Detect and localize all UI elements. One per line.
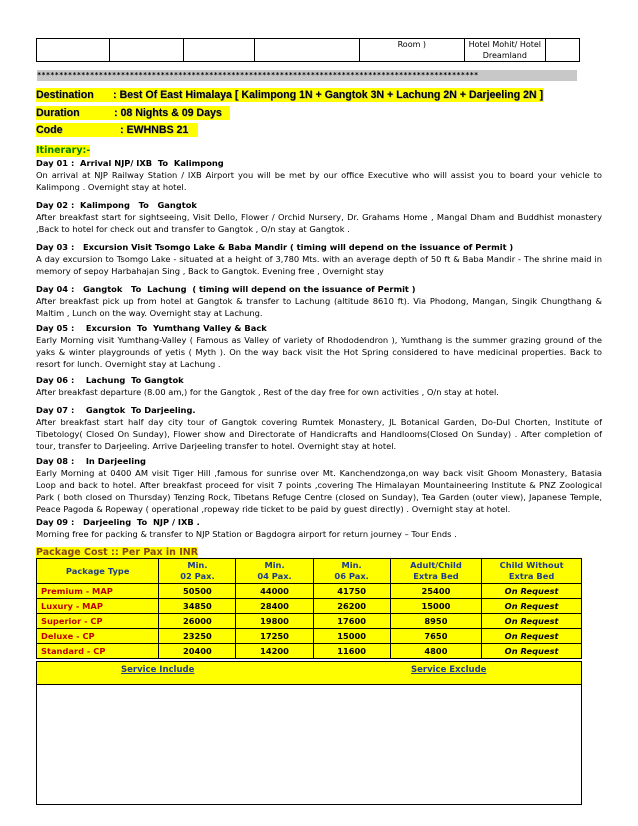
day-block <box>36 455 602 515</box>
service-exclude-link[interactable]: Service Exclude <box>411 665 487 675</box>
code-value: : EWHNBS 21 <box>120 124 189 136</box>
day-title: Day 08 : In Darjeeling <box>36 456 146 466</box>
package-type-cell: Standard - CP <box>37 644 159 659</box>
day-block <box>36 516 602 540</box>
table-row <box>37 614 582 629</box>
price-cell: 41750 <box>313 584 390 599</box>
duration-line <box>36 106 230 120</box>
day-title: Day 07 : Gangtok To Darjeeling. <box>36 405 196 415</box>
price-cell: 28400 <box>236 599 313 614</box>
column-header: Min. 02 Pax. <box>159 559 236 584</box>
day-body: After breakfast pick up from hotel at Gangtok & transfer to Lachung (altitude 8610 ft). Via Phodong, Mangan, Singik Chungthang & Maltim , Lunch on the way. Overnight stay at Lachung. <box>36 296 602 318</box>
price-cell: 20400 <box>159 644 236 659</box>
day-body: Morning free for packing & transfer to NJP Station or Bagdogra airport for return journey – Tour Ends . <box>36 529 457 539</box>
price-cell: 14200 <box>236 644 313 659</box>
day-body: Early Morning at 0400 AM visit Tiger Hill ,famous for sunrise over Mt. Kanchendzonga,on way back visit Ghoom Monastery, Batasia Loop and back to hotel. After breakfast proceed for visit 7 points ,covering The Himalayan Mountaineering Institute & PNZ Zoological Park ( both closed on Thursday) Tenzing Rock, Tibetans Refuge Centre (closed on Sunday), Tea Garden (outer view), Japanese Temple, Peace Pagoda & Ropeway ( operational ,ropeway ride ticket to be paid by guest directly) . Overnight stay at hotel. <box>36 468 602 514</box>
duration-value: : 08 Nights & 09 Days <box>114 107 222 119</box>
day-body: Early Morning visit Yumthang-Valley ( Famous as Valley of variety of Rhododendron ), Yumthang is the summer grazing ground of the yaks & winter playgrounds of yetis ( Myth ). On the way back visit the Hot Spring considered to have medicinal properties. Back to resort for lunch. Overnight stay at Lachung . <box>36 335 602 369</box>
day-body: After breakfast start for sightseeing, Visit Dello, Flower / Orchid Nursery, Dr. Grahams Home , Mangal Dham and Buddhist monastery ,Back to hotel for check out and transfer to Gangtok , O/n stay at Gangtok . <box>36 212 602 234</box>
destination-line <box>36 88 544 102</box>
package-type-cell: Premium - MAP <box>37 584 159 599</box>
price-cell: On Request <box>482 614 582 629</box>
code-line <box>36 123 198 137</box>
price-cell: On Request <box>482 584 582 599</box>
price-cell: 17250 <box>236 629 313 644</box>
day-body: After breakfast start half day city tour of Gangtok covering Rumtek Monastery, JL Botanical Garden, Do-Dul Chorten, Institute of Tibetology( Closed On Sunday), Flower show and Directorate of Handicrafts and Handlooms(Closed On Sunday) . After completion of tour, transfer to Darjeeling. Arrive Darjeeling transfer to hotel. Overnight stay at hotel. <box>36 417 602 451</box>
price-cell: 34850 <box>159 599 236 614</box>
duration-label: Duration <box>36 107 80 119</box>
day-block <box>36 241 602 277</box>
column-header: Adult/Child Extra Bed <box>390 559 482 584</box>
price-cell: 26200 <box>313 599 390 614</box>
hotel-cell-2 <box>109 39 183 62</box>
destination-value: : Best Of East Himalaya [ Kalimpong 1N + Gangtok 3N + Lachung 2N + Darjeeling 2N ] <box>113 89 544 101</box>
package-type-cell: Luxury - MAP <box>37 599 159 614</box>
day-block <box>36 199 602 235</box>
table-row <box>37 599 582 614</box>
day-title: Day 01 : Arrival NJP/ IXB To Kalimpong <box>36 158 224 168</box>
service-body <box>36 684 582 805</box>
destination-label: Destination <box>36 89 94 101</box>
price-cell: 19800 <box>236 614 313 629</box>
column-header: Min. 06 Pax. <box>313 559 390 584</box>
hotel-cell-4 <box>255 39 359 62</box>
service-include-link[interactable]: Service Include <box>121 665 195 675</box>
package-cost-heading: Package Cost :: Per Pax in INR <box>36 547 199 558</box>
column-header: Child Without Extra Bed <box>482 559 582 584</box>
table-row <box>37 584 582 599</box>
day-body: On arrival at NJP Railway Station / IXB Airport you will be met by our office Executive who will assist you to board your vehicle to Kalimpong . Overnight stay at hotel. <box>36 170 602 192</box>
day-block <box>36 322 602 370</box>
price-cell: 4800 <box>390 644 482 659</box>
day-body: After breakfast departure (8.00 am,) for the Gangtok , Rest of the day free for own activities , O/n stay at hotel. <box>36 387 499 397</box>
day-title: Day 02 : Kalimpong To Gangtok <box>36 200 197 210</box>
day-title: Day 03 : Excursion Visit Tsomgo Lake & Baba Mandir ( timing will depend on the issuance of Permit ) <box>36 242 514 252</box>
price-cell: 50500 <box>159 584 236 599</box>
price-cell: 23250 <box>159 629 236 644</box>
day-title: Day 09 : Darjeeling To NJP / IXB . <box>36 517 200 527</box>
day-body: A day excursion to Tsomgo Lake - situated at a height of 3,780 Mts. with an average depth of 50 ft & Baba Mandir - The shrine maid in memory of sepoy Harbahajan Sing , Back to Gangtok. Evening free , Overnight stay <box>36 254 602 276</box>
day-title: Day 04 : Gangtok To Lachung ( timing will depend on the issuance of Permit ) <box>36 284 416 294</box>
price-cell: 7650 <box>390 629 482 644</box>
day-block <box>36 374 602 398</box>
hotel-name-cell <box>465 39 545 62</box>
hotel-line-1: Hotel Mohit/ Hotel <box>468 40 542 49</box>
hotel-cell-last <box>545 39 579 62</box>
column-header: Package Type <box>37 559 159 584</box>
price-cell: 15000 <box>390 599 482 614</box>
price-cell: 15000 <box>313 629 390 644</box>
day-block <box>36 404 602 452</box>
price-cell: On Request <box>482 644 582 659</box>
price-cell: 17600 <box>313 614 390 629</box>
price-table <box>36 558 582 659</box>
day-title: Day 05 : Excursion To Yumthang Valley & Back <box>36 323 267 333</box>
price-cell: On Request <box>482 599 582 614</box>
day-block <box>36 157 602 193</box>
table-row <box>37 629 582 644</box>
day-block <box>36 283 602 319</box>
column-header: Min. 04 Pax. <box>236 559 313 584</box>
itinerary-heading: Itinerary:- <box>36 145 91 156</box>
price-cell: 26000 <box>159 614 236 629</box>
hotel-table-row <box>36 38 580 62</box>
hotel-cell-1 <box>37 39 110 62</box>
package-type-cell: Deluxe - CP <box>37 629 159 644</box>
table-row <box>37 644 582 659</box>
hotel-line-2: Dreamland <box>482 51 527 60</box>
price-table-header <box>37 559 582 584</box>
star-separator: **************************************************************************************************** <box>37 70 577 81</box>
room-cell <box>359 39 465 62</box>
code-label: Code <box>36 124 63 136</box>
service-header <box>36 661 582 685</box>
price-cell: On Request <box>482 629 582 644</box>
price-cell: 8950 <box>390 614 482 629</box>
price-cell: 44000 <box>236 584 313 599</box>
price-cell: 11600 <box>313 644 390 659</box>
price-cell: 25400 <box>390 584 482 599</box>
day-title: Day 06 : Lachung To Gangtok <box>36 375 184 385</box>
room-label: Room ) <box>397 40 427 49</box>
package-type-cell: Superior - CP <box>37 614 159 629</box>
hotel-cell-3 <box>183 39 255 62</box>
